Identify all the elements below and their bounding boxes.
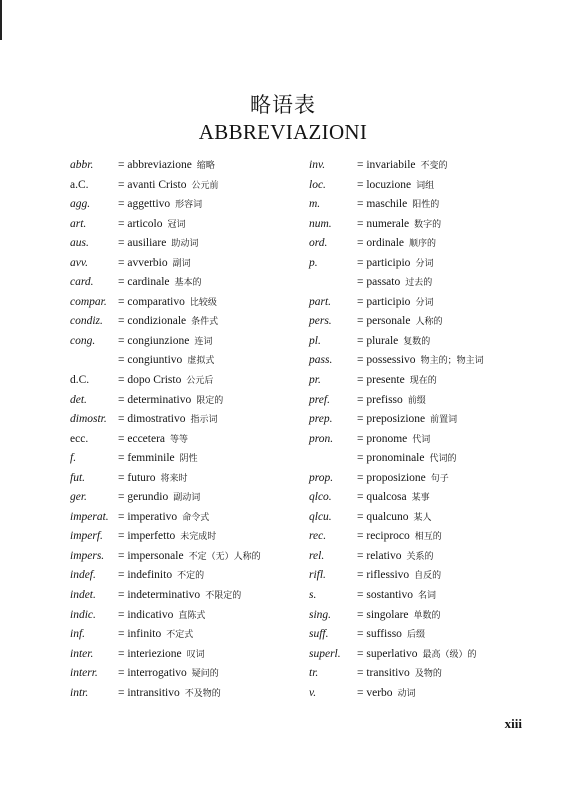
abbreviation-list-right bbox=[309, 156, 539, 703]
italian-expansion: = reciproco bbox=[357, 530, 410, 543]
abbreviation-term: pl. bbox=[309, 334, 321, 347]
abbreviation-expansion bbox=[357, 488, 430, 509]
abbreviation-entry bbox=[70, 684, 300, 704]
italian-expansion: = verbo bbox=[357, 686, 393, 699]
abbreviation-expansion bbox=[118, 430, 188, 451]
abbreviation-expansion bbox=[118, 606, 205, 627]
abbreviation-expansion bbox=[357, 606, 441, 627]
abbreviation-expansion bbox=[357, 527, 442, 548]
abbreviation-entry bbox=[70, 645, 300, 665]
abbreviation-term: imperat. bbox=[70, 510, 109, 523]
abbreviation-entry bbox=[70, 625, 300, 645]
abbreviation-entry bbox=[70, 195, 300, 215]
chinese-translation: 不定式 bbox=[166, 630, 194, 641]
abbreviation-expansion bbox=[118, 547, 261, 568]
abbreviation-entry bbox=[70, 215, 300, 235]
abbreviation-term: v. bbox=[309, 686, 317, 699]
chinese-translation: 命令式 bbox=[182, 512, 210, 523]
italian-expansion: = indicativo bbox=[118, 608, 174, 621]
chinese-translation: 数字的 bbox=[414, 219, 442, 230]
italian-expansion: = personale bbox=[357, 315, 411, 328]
abbreviation-expansion bbox=[357, 508, 432, 529]
abbreviation-expansion bbox=[357, 351, 484, 372]
italian-expansion: = proposizione bbox=[357, 471, 426, 484]
abbreviation-expansion bbox=[357, 234, 436, 255]
abbreviation-entry bbox=[309, 156, 539, 176]
abbreviation-entry bbox=[309, 625, 539, 645]
abbreviation-entry bbox=[70, 430, 300, 450]
italian-expansion: = qualcuno bbox=[357, 510, 409, 523]
abbreviation-expansion bbox=[118, 469, 187, 490]
abbreviation-expansion bbox=[357, 645, 476, 666]
abbreviation-entry bbox=[309, 332, 539, 352]
italian-expansion: = congiunzione bbox=[118, 334, 190, 347]
italian-expansion: = infinito bbox=[118, 628, 162, 641]
abbreviation-expansion bbox=[118, 645, 205, 666]
italian-expansion: = dopo Cristo bbox=[118, 374, 182, 387]
abbreviation-entry bbox=[70, 176, 300, 196]
italian-expansion: = interiezione bbox=[118, 647, 182, 660]
chinese-translation: 形容词 bbox=[175, 200, 203, 211]
abbreviation-expansion bbox=[118, 254, 191, 275]
italian-expansion: = numerale bbox=[357, 217, 410, 230]
abbreviation-expansion bbox=[118, 488, 200, 509]
abbreviation-term: inter. bbox=[70, 647, 94, 660]
italian-expansion: = riflessivo bbox=[357, 569, 410, 582]
abbreviation-entry bbox=[70, 293, 300, 313]
chinese-translation: 物主的；物主词 bbox=[420, 356, 484, 367]
italian-expansion: = determinativo bbox=[118, 393, 192, 406]
chinese-translation: 不定（无）人称的 bbox=[188, 551, 261, 562]
chinese-translation: 连词 bbox=[194, 336, 213, 347]
abbreviation-entry bbox=[70, 469, 300, 489]
abbreviation-expansion bbox=[357, 664, 442, 685]
abbreviation-term: inv. bbox=[309, 159, 326, 171]
italian-expansion: = possessivo bbox=[357, 354, 416, 367]
abbreviation-expansion bbox=[118, 527, 216, 548]
italian-expansion: = transitivo bbox=[357, 667, 410, 680]
abbreviation-term: qlco. bbox=[309, 491, 332, 504]
abbreviation-term: intr. bbox=[70, 686, 89, 699]
abbreviation-term: indef. bbox=[70, 569, 96, 582]
page-title-chinese: 略语表 bbox=[250, 93, 316, 117]
italian-expansion: = ausiliare bbox=[118, 237, 167, 250]
italian-expansion: = interrogativo bbox=[118, 667, 187, 680]
abbreviation-expansion bbox=[118, 566, 204, 587]
abbreviation-term: a.C. bbox=[70, 178, 89, 191]
page-edge-mark bbox=[0, 0, 2, 40]
abbreviation-term: s. bbox=[309, 589, 317, 602]
italian-expansion: = relativo bbox=[357, 549, 402, 562]
chinese-translation: 阳性的 bbox=[412, 200, 440, 211]
abbreviation-entry bbox=[70, 664, 300, 684]
chinese-translation: 代词 bbox=[412, 434, 431, 445]
abbreviation-expansion bbox=[357, 449, 457, 470]
abbreviation-term: art. bbox=[70, 217, 87, 230]
abbreviation-term: part. bbox=[309, 295, 332, 308]
abbreviation-entry bbox=[70, 586, 300, 606]
abbreviation-entry bbox=[309, 449, 539, 469]
abbreviation-expansion bbox=[357, 371, 437, 392]
abbreviation-entry bbox=[309, 430, 539, 450]
chinese-translation: 等等 bbox=[170, 434, 189, 445]
abbreviation-expansion bbox=[357, 684, 416, 705]
chinese-translation: 现在的 bbox=[409, 376, 437, 387]
chinese-translation: 分词 bbox=[415, 297, 434, 308]
abbreviation-entry bbox=[70, 156, 300, 176]
chinese-translation: 前缀 bbox=[407, 395, 426, 406]
italian-expansion: = participio bbox=[357, 295, 411, 308]
italian-expansion: = intransitivo bbox=[118, 686, 180, 699]
abbreviation-entry bbox=[309, 566, 539, 586]
abbreviation-expansion bbox=[357, 254, 433, 275]
abbreviation-term: loc. bbox=[309, 178, 326, 191]
chinese-translation: 副词 bbox=[172, 258, 191, 269]
abbreviation-expansion bbox=[357, 156, 448, 177]
abbreviation-term: p. bbox=[309, 256, 318, 269]
abbreviation-entry bbox=[309, 684, 539, 704]
abbreviation-expansion bbox=[357, 176, 434, 197]
italian-expansion: = condizionale bbox=[118, 315, 187, 328]
italian-expansion: = qualcosa bbox=[357, 491, 407, 504]
chinese-translation: 疑问的 bbox=[191, 669, 219, 680]
abbreviation-expansion bbox=[357, 430, 430, 451]
chinese-translation: 缩略 bbox=[196, 161, 215, 171]
chinese-translation: 虚拟式 bbox=[187, 356, 215, 367]
abbreviation-expansion bbox=[357, 332, 430, 353]
chinese-translation: 叹词 bbox=[186, 649, 205, 660]
chinese-translation: 句子 bbox=[430, 473, 449, 484]
chinese-translation: 比较级 bbox=[189, 297, 217, 308]
abbreviation-expansion bbox=[118, 664, 219, 685]
abbreviation-expansion bbox=[357, 312, 442, 333]
chinese-translation: 顺序的 bbox=[409, 239, 437, 250]
abbreviation-entry bbox=[309, 176, 539, 196]
abbreviation-term: prep. bbox=[309, 413, 333, 426]
italian-expansion: = superlativo bbox=[357, 647, 418, 660]
italian-expansion: = comparativo bbox=[118, 295, 185, 308]
italian-expansion: = congiuntivo bbox=[118, 354, 183, 367]
abbreviation-expansion bbox=[118, 332, 212, 353]
abbreviation-entry bbox=[70, 547, 300, 567]
abbreviation-term: avv. bbox=[70, 256, 88, 269]
abbreviation-term: suff. bbox=[309, 628, 329, 641]
abbreviation-term: pref. bbox=[309, 393, 330, 406]
italian-expansion: = maschile bbox=[357, 198, 408, 211]
chinese-translation: 助动词 bbox=[171, 239, 199, 250]
abbreviation-term: rec. bbox=[309, 530, 327, 543]
abbreviation-entry bbox=[70, 566, 300, 586]
abbreviation-entry bbox=[70, 351, 300, 371]
chinese-translation: 单数的 bbox=[413, 610, 441, 621]
chinese-translation: 某人 bbox=[413, 512, 432, 523]
chinese-translation: 条件式 bbox=[191, 317, 219, 328]
chinese-translation: 词组 bbox=[416, 180, 435, 191]
abbreviation-expansion bbox=[118, 273, 202, 294]
italian-expansion: = ordinale bbox=[357, 237, 405, 250]
abbreviation-term: superl. bbox=[309, 647, 341, 660]
abbreviation-term: compar. bbox=[70, 295, 107, 308]
abbreviation-term: condiz. bbox=[70, 315, 103, 328]
abbreviation-entry bbox=[70, 254, 300, 274]
italian-expansion: = prefisso bbox=[357, 393, 403, 406]
abbreviation-term: pass. bbox=[309, 354, 333, 367]
italian-expansion: = cardinale bbox=[118, 276, 170, 289]
chinese-translation: 自反的 bbox=[414, 571, 442, 582]
abbreviation-term: pers. bbox=[309, 315, 332, 328]
abbreviation-term: pron. bbox=[309, 432, 334, 445]
page-number: xiii bbox=[504, 716, 522, 731]
abbreviation-term: pr. bbox=[309, 374, 321, 387]
abbreviation-term: rifl. bbox=[309, 569, 326, 582]
chinese-translation: 将来时 bbox=[160, 473, 188, 484]
chinese-translation: 限定的 bbox=[196, 395, 224, 406]
chinese-translation: 基本的 bbox=[174, 278, 202, 289]
abbreviation-entry bbox=[70, 371, 300, 391]
abbreviation-term: ord. bbox=[309, 237, 328, 250]
abbreviation-term: ecc. bbox=[70, 432, 89, 445]
chinese-translation: 过去的 bbox=[405, 278, 433, 289]
abbreviation-entry bbox=[70, 527, 300, 547]
chinese-translation: 名词 bbox=[418, 591, 437, 602]
chinese-translation: 后缀 bbox=[406, 630, 425, 641]
abbreviation-term: interr. bbox=[70, 667, 98, 680]
chinese-translation: 复数的 bbox=[403, 336, 431, 347]
abbreviation-entry bbox=[309, 527, 539, 547]
abbreviation-expansion bbox=[357, 625, 425, 646]
chinese-translation: 动词 bbox=[397, 688, 416, 699]
abbreviation-term: card. bbox=[70, 276, 94, 289]
chinese-translation: 不及物的 bbox=[184, 688, 221, 699]
abbreviation-term: indet. bbox=[70, 589, 96, 602]
abbreviation-expansion bbox=[118, 176, 218, 197]
abbreviation-expansion bbox=[357, 215, 441, 236]
chinese-translation: 不变的 bbox=[420, 161, 448, 171]
chinese-translation: 副动词 bbox=[173, 493, 201, 504]
abbreviation-term: d.C. bbox=[70, 374, 90, 387]
abbreviation-expansion bbox=[118, 371, 213, 392]
abbreviation-entry bbox=[309, 371, 539, 391]
page-title-italian: ABBREVIAZIONI bbox=[198, 120, 368, 144]
italian-expansion: = futuro bbox=[118, 471, 156, 484]
chinese-translation: 及物的 bbox=[414, 669, 442, 680]
abbreviation-expansion bbox=[118, 195, 202, 216]
abbreviation-expansion bbox=[118, 410, 218, 431]
abbreviation-term: sing. bbox=[309, 608, 332, 621]
italian-expansion: = imperativo bbox=[118, 510, 178, 523]
chinese-translation: 不限定的 bbox=[205, 591, 242, 602]
abbreviation-expansion bbox=[118, 156, 215, 177]
chinese-translation: 分词 bbox=[415, 258, 434, 269]
abbreviation-expansion bbox=[357, 391, 426, 412]
chinese-translation: 相互的 bbox=[414, 532, 442, 543]
italian-expansion: = pronominale bbox=[357, 452, 425, 465]
abbreviation-expansion bbox=[357, 586, 436, 607]
chinese-translation: 关系的 bbox=[406, 551, 434, 562]
abbreviation-term: cong. bbox=[70, 334, 96, 347]
abbreviation-entry bbox=[309, 391, 539, 411]
italian-expansion: = articolo bbox=[118, 217, 163, 230]
chinese-translation: 公元后 bbox=[186, 376, 214, 387]
abbreviation-term: impers. bbox=[70, 549, 105, 562]
abbreviation-expansion bbox=[118, 586, 241, 607]
italian-expansion: = avverbio bbox=[118, 256, 168, 269]
abbreviation-entry bbox=[309, 312, 539, 332]
abbreviation-term: dimostr. bbox=[70, 413, 107, 426]
italian-expansion: = gerundio bbox=[118, 491, 169, 504]
abbreviation-entry bbox=[70, 332, 300, 352]
chinese-translation: 直陈式 bbox=[178, 610, 206, 621]
abbreviation-entry bbox=[309, 195, 539, 215]
chinese-translation: 某事 bbox=[411, 493, 430, 504]
abbreviation-expansion bbox=[357, 410, 457, 431]
italian-expansion: = dimostrativo bbox=[118, 413, 186, 426]
abbreviation-entry bbox=[309, 469, 539, 489]
abbreviation-entry bbox=[309, 606, 539, 626]
abbreviation-expansion bbox=[357, 195, 439, 216]
abbreviation-expansion bbox=[357, 293, 433, 314]
italian-expansion: = impersonale bbox=[118, 549, 184, 562]
chinese-translation: 未完成时 bbox=[180, 532, 217, 543]
italian-expansion: = imperfetto bbox=[118, 530, 176, 543]
italian-expansion: = singolare bbox=[357, 608, 409, 621]
abbreviation-entry bbox=[309, 488, 539, 508]
chinese-translation: 指示词 bbox=[190, 415, 218, 426]
chinese-translation: 公元前 bbox=[191, 180, 219, 191]
abbreviation-expansion bbox=[118, 391, 223, 412]
abbreviation-term: inf. bbox=[70, 628, 86, 641]
abbreviation-entry bbox=[70, 606, 300, 626]
abbreviation-expansion bbox=[357, 469, 449, 490]
abbreviation-entry bbox=[309, 664, 539, 684]
abbreviation-expansion bbox=[118, 293, 217, 314]
italian-expansion: = suffisso bbox=[357, 628, 402, 641]
abbreviation-expansion bbox=[118, 215, 186, 236]
abbreviation-expansion bbox=[357, 566, 441, 587]
abbreviation-term: aus. bbox=[70, 237, 89, 250]
italian-expansion: = abbreviazione bbox=[118, 159, 192, 171]
italian-expansion: = avanti Cristo bbox=[118, 178, 187, 191]
abbreviation-expansion bbox=[357, 547, 434, 568]
abbreviation-expansion bbox=[118, 684, 221, 705]
abbreviation-expansion bbox=[118, 625, 193, 646]
abbreviation-entry bbox=[309, 547, 539, 567]
abbreviation-entry bbox=[309, 410, 539, 430]
abbreviation-entry bbox=[309, 508, 539, 528]
chinese-translation: 代词的 bbox=[429, 454, 457, 465]
abbreviation-entry bbox=[309, 586, 539, 606]
abbreviation-term: abbr. bbox=[70, 159, 94, 171]
italian-expansion: = indefinito bbox=[118, 569, 173, 582]
chinese-translation: 前置词 bbox=[430, 415, 458, 426]
abbreviation-expansion bbox=[118, 508, 209, 529]
italian-expansion: = eccetera bbox=[118, 432, 166, 445]
abbreviation-term: num. bbox=[309, 217, 332, 230]
italian-expansion: = femminile bbox=[118, 452, 175, 465]
abbreviation-entry bbox=[309, 215, 539, 235]
abbreviation-term: rel. bbox=[309, 549, 325, 562]
abbreviation-entry bbox=[309, 293, 539, 313]
abbreviation-term: f. bbox=[70, 452, 77, 465]
abbreviation-entry bbox=[70, 234, 300, 254]
italian-expansion: = presente bbox=[357, 374, 405, 387]
abbreviation-term: qlcu. bbox=[309, 510, 332, 523]
abbreviation-entry bbox=[70, 488, 300, 508]
abbreviation-list-left bbox=[70, 156, 300, 703]
italian-expansion: = passato bbox=[357, 276, 401, 289]
abbreviation-expansion bbox=[118, 312, 218, 333]
abbreviation-entry bbox=[70, 410, 300, 430]
italian-expansion: = locuzione bbox=[357, 178, 412, 191]
abbreviation-term: fut. bbox=[70, 471, 86, 484]
chinese-translation: 冠词 bbox=[167, 219, 186, 230]
abbreviation-term: tr. bbox=[309, 667, 319, 680]
abbreviation-entry bbox=[70, 508, 300, 528]
abbreviation-entry bbox=[309, 234, 539, 254]
italian-expansion: = preposizione bbox=[357, 413, 426, 426]
italian-expansion: = sostantivo bbox=[357, 589, 414, 602]
abbreviation-expansion bbox=[118, 351, 214, 372]
abbreviation-term: agg. bbox=[70, 198, 91, 211]
chinese-translation: 人称的 bbox=[415, 317, 443, 328]
abbreviation-entry bbox=[70, 273, 300, 293]
abbreviation-term: indic. bbox=[70, 608, 96, 621]
abbreviation-term: imperf. bbox=[70, 530, 103, 543]
abbreviation-expansion bbox=[118, 449, 198, 470]
italian-expansion: = aggettivo bbox=[118, 198, 171, 211]
italian-expansion: = indeterminativo bbox=[118, 589, 201, 602]
abbreviation-expansion bbox=[357, 273, 432, 294]
abbreviation-term: prop. bbox=[309, 471, 334, 484]
abbreviation-entry bbox=[309, 254, 539, 274]
abbreviation-entry bbox=[70, 312, 300, 332]
abbreviation-term: m. bbox=[309, 198, 321, 211]
abbreviation-entry bbox=[309, 645, 539, 665]
italian-expansion: = plurale bbox=[357, 334, 399, 347]
chinese-translation: 最高（级）的 bbox=[422, 649, 477, 660]
abbreviation-entry bbox=[309, 351, 539, 371]
abbreviation-entry bbox=[309, 273, 539, 293]
abbreviation-entry bbox=[70, 391, 300, 411]
abbreviation-expansion bbox=[118, 234, 198, 255]
chinese-translation: 阴性 bbox=[179, 454, 198, 465]
italian-expansion: = invariabile bbox=[357, 159, 416, 171]
abbreviation-term: det. bbox=[70, 393, 87, 406]
abbreviation-entry bbox=[70, 449, 300, 469]
italian-expansion: = pronome bbox=[357, 432, 408, 445]
abbreviation-term: ger. bbox=[70, 491, 87, 504]
italian-expansion: = participio bbox=[357, 256, 411, 269]
chinese-translation: 不定的 bbox=[177, 571, 205, 582]
